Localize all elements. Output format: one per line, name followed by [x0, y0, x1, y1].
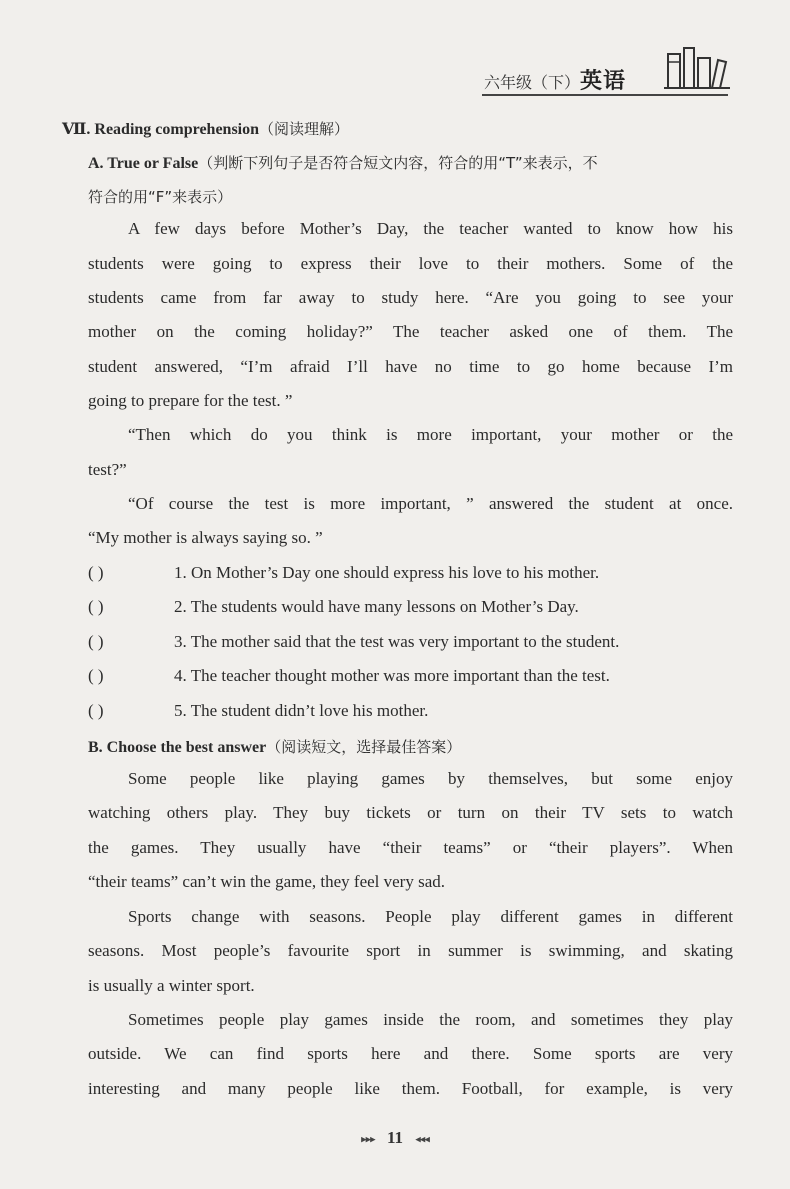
passage-a-line: student answered, “I’m afraid I’ll have no time to go home because I’m — [88, 357, 733, 376]
page-number: 11 — [386, 1128, 404, 1147]
question-text: 4. The teacher thought mother was more important than the test. — [174, 666, 610, 685]
part-a-instruction-1: （判断下列句子是否符合短文内容，符合的用“T”来表示，不 — [198, 154, 598, 172]
question-text: 1. On Mother’s Day one should express his love to his mother. — [174, 563, 600, 582]
tf-question-1 — [88, 563, 599, 583]
books-icon — [664, 44, 730, 92]
part-b-title-text: B. Choose the best answer — [88, 739, 267, 756]
part-a-instruction-2: 符合的用“F”来表示） — [88, 188, 233, 206]
question-text: 5. The student didn’t love his mother. — [174, 701, 429, 720]
passage-a-line: A few days before Mother’s Day, the teacher wanted to know how his — [128, 219, 733, 238]
footer-left-arrows: ▸▸▸ — [361, 1133, 375, 1146]
passage-b-line: outside. We can find sports here and there. Some sports are very — [88, 1044, 733, 1063]
header-title — [484, 64, 626, 95]
section-heading — [62, 118, 349, 139]
passage-a-line: students were going to express their love to their mothers. Some of the — [88, 254, 733, 273]
answer-blank[interactable]: ( ) — [88, 597, 104, 616]
passage-a-line: “Then which do you think is more important, your mother or the — [128, 425, 733, 444]
answer-blank[interactable]: ( ) — [88, 563, 104, 582]
part-b-title — [88, 736, 461, 757]
section-heading-cn: （阅读理解） — [259, 120, 350, 138]
question-text: 3. The mother said that the test was very important to the student. — [174, 632, 620, 651]
tf-question-2 — [88, 597, 579, 617]
header-grade: 六年级（下） — [484, 73, 581, 92]
tf-question-5 — [88, 701, 428, 721]
tf-question-4 — [88, 666, 610, 686]
part-b-instruction: （阅读短文，选择最佳答案） — [266, 738, 462, 756]
passage-b-line: Sometimes people play games inside the room, and sometimes they play — [128, 1010, 733, 1029]
answer-blank[interactable]: ( ) — [88, 632, 104, 651]
header-subject: 英语 — [580, 69, 627, 94]
passage-a-line: mother on the coming holiday?” The teacher asked one of them. The — [88, 322, 733, 341]
passage-a-line: going to prepare for the test. ” — [88, 391, 293, 410]
passage-b-line: interesting and many people like them. Football, for example, is very — [88, 1079, 733, 1098]
passage-b-line: is usually a winter sport. — [88, 976, 255, 995]
tf-question-3 — [88, 632, 619, 652]
section-heading-text: Ⅶ. Reading comprehension — [62, 121, 260, 138]
passage-b-line: “their teams” can’t win the game, they feel very sad. — [88, 872, 446, 891]
passage-a-line: “My mother is always saying so. ” — [88, 528, 323, 547]
passage-b-line: the games. They usually have “their teams” or “their players”. When — [88, 838, 733, 857]
part-a-title — [88, 152, 598, 173]
passage-b-line: Some people like playing games by themselves, but some enjoy — [128, 769, 733, 788]
passage-b-line: seasons. Most people’s favourite sport in summer is swimming, and skating — [88, 941, 733, 960]
answer-blank[interactable]: ( ) — [88, 666, 104, 685]
part-a-title-text: A. True or False — [88, 155, 199, 172]
passage-a-line: students came from far away to study here. “Are you going to see your — [88, 288, 733, 307]
question-text: 2. The students would have many lessons on Mother’s Day. — [174, 597, 579, 616]
header-divider — [482, 94, 728, 96]
page-header — [470, 44, 740, 104]
footer-right-arrows: ◂◂◂ — [415, 1133, 429, 1146]
answer-blank[interactable]: ( ) — [88, 701, 104, 720]
passage-b-line: Sports change with seasons. People play different games in different — [128, 907, 733, 926]
page-footer — [0, 1128, 790, 1148]
passage-a-line: test?” — [88, 460, 127, 479]
passage-b-line: watching others play. They buy tickets or turn on their TV sets to watch — [88, 803, 733, 822]
passage-a-line: “Of course the test is more important, ” answered the student at once. — [128, 494, 733, 513]
